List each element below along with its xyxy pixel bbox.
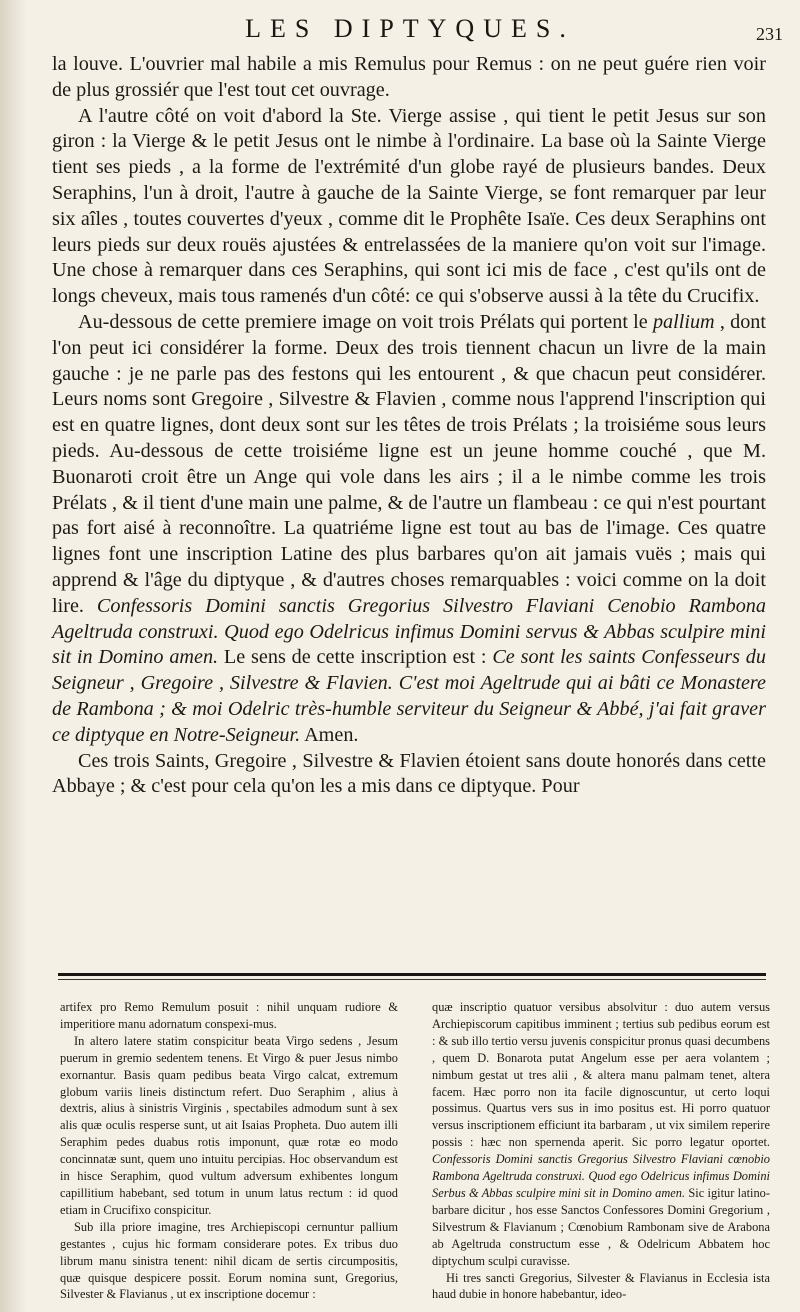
binding-shadow (0, 0, 26, 1312)
paragraph-3-text-c: Le sens de cette inscription est : (218, 646, 493, 669)
main-text (52, 52, 766, 800)
note-right-paragraph-2: Hi tres sancti Gregorius, Silvester & Flavianus in Ecclesia ista haud dubie in honore habebantur, ideo- (432, 1270, 770, 1302)
page-number: 231 (756, 24, 783, 44)
note-right-text-b: Sic igitur latino-barbare dicitur , hos esse Sanctos Confessores Domini Gregorium , Silvestrum & Flavianum ; Cœnobium Rambonam sive de Arabona ab Ageltruda constructum esse , & Odelricum Abbatem hoc diptychum sculpi curavisse. (432, 1185, 770, 1268)
latin-notes (60, 999, 770, 1303)
note-right-latin-inscription: Confessoris Domini sanctis Gregorius Silvestro Flaviani cœnobio Rambona Ageltruda construxi. Quod ego Odelricus infimus Domini Serbus & Abbas sculpire mini sit in Domino amen. (432, 1152, 770, 1200)
note-left-paragraph-1: artifex pro Remo Remulum posuit : nihil unquam rudiore & imperitiore manu adornatum conspexi-mus. (60, 1000, 398, 1031)
note-right-text-a: quæ inscriptio quatuor versibus absolvitur : duo autem versus Archiepiscorum capitibus imminent ; tertius sub pedibus eorum est : & sub illo tertio versu juvenis conspicitur pronus quasi decumbens , quem D. Bonarota putat Angelum esse per aera volantem ; nimbum gestat ut tres alii , & altera manu palmam tenet, altera facem. Hæc porro non ita facile dignoscuntur, ut certo loqui possimus. Quartus vers sus in imo positus est. Hi porro quatuor versus inscriptionem efficiunt ita barbaram , ut vix similem reperire possis : hæc non spernenda aperit. Sic porro legatur oportet. (432, 1000, 770, 1150)
paragraph-1: la louve. L'ouvrier mal habile a mis Remulus pour Remus : on ne peut guére rien voir de plus grossiér que l'est tout cet ouvrage. (52, 53, 766, 101)
notes-left-column (60, 999, 398, 1303)
notes-right-column (432, 999, 770, 1303)
paragraph-3-text-b: , dont l'on peut ici considérer la forme. Deux des trois tiennent chacun un livre de la main gauche : je ne parle pas des festons qui les entourent , & que chacun peut considérer. Leurs noms sont Gregoire , Silvestre & Flavien , comme nous l'apprend l'inscription qui est en quatre lignes, dont deux sont sur les têtes de trois Prélats ; la troisiéme sous leurs pieds. Au-dessous de cette troisiéme ligne est un jeune homme couché , que M. Buonaroti croit être un Ange qui vole dans les airs ; il a le nimbe comme les trois Prélats , & il tient d'une main une palme, & de l'autre un flambeau : ce qui n'est pourtant pas fort aisé à reconnoître. La quatriéme ligne est tout au bas de l'image. Ces quatre lignes font une inscription Latine des plus barbares qu'on ait jamais vuës ; mais qui apprend & l'âge du diptyque , & d'autres choses remarquables : voici comme on la doit lire. (52, 310, 767, 617)
paragraph-4: Ces trois Saints, Gregoire , Silvestre & Flavien étoient sans doute honorés dans cette Abbaye ; & c'est pour cela qu'on les a mis dans ce diptyque. Pour (52, 749, 766, 798)
note-left-paragraph-2: In altero latere statim conspicitur beata Virgo sedens , Jesum puerum in gremio sedentem tenens. Et Virgo & puer Jesus nimbo exornantur. Basis quam pedibus beata Virgo calcat, extremum globum variis lineis distinctum refert. Duo Seraphim , alius à dextris, alius à sinistris Virginis , spectabiles admodum sunt à sex alis quæ oculis resperse sunt, ut ait Isaias Propheta. Duo autem illi Seraphim pedes duabus rotis imponunt, quæ rotæ eo modo concinnatæ sunt, quem uno intuitu percipias. Hoc observandum est in hisce Seraphim, quod vultum adversum exhibentes longum capillitium habebant, sed totum in unum latus rectum : id quod etiam in Crucifixo conspicitur. (60, 1033, 398, 1217)
footnote-separator (58, 969, 766, 989)
note-right-paragraph-1 (432, 999, 770, 1270)
separator-thick-rule (58, 973, 766, 976)
paragraph-3-text-d: Amen. (300, 723, 359, 746)
pallium-term: pallium (652, 310, 715, 333)
paragraph-2: A l'autre côté on voit d'abord la Ste. Vierge assise , qui tient le petit Jesus sur son giron : la Vierge & le petit Jesus ont le nimbe à l'ordinaire. La base où la Sainte Vierge tient ses pieds , a la forme de l'extrémité d'un globe rayé de plusieurs bandes. Deux Seraphins, l'un à droit, l'autre à gauche de la Sainte Vierge, se font remarquer par leur six aîles , toutes couvertes d'yeux , comme dit le Prophête Isaïe. Ces deux Seraphins ont leurs pieds sur deux rouës ajustées & entrelassées de la maniere qu'on voit sur l'image. Une chose à remarquer dans ces Seraphins, qui sont ici mis de face , c'est qu'ils ont de longs cheveux, mais tous ramenés d'un côté: ce qui s'observe aussi à la tête du Crucifix. (52, 104, 766, 308)
note-left-paragraph-3: Sub illa priore imagine, tres Archiepiscopi cernuntur pallium gestantes , cujus hic formam considerare potes. Ex tribus duo librum manu sinistra tenent: nihil dicam de sertis circumpositis, quæ quisque despicere possit. Eorum nomina sunt, Gregorius, Silvester & Flavianus , ut ex inscriptione docemur : (60, 1219, 398, 1302)
running-title: LES DIPTYQUES. (245, 14, 575, 43)
latin-inscription: Confessoris Domini sanctis Gregorius Silvestro Flaviani Cenobio Rambona Ageltruda construxi. Quod ego Odelricus infimus Domini servus & Abbas sculpire mini sit in Domino amen. (52, 594, 766, 669)
paragraph-3-text-a: Au-dessous de cette premiere image on voit trois Prélats qui portent le (78, 310, 653, 333)
french-translation: Ce sont les saints Confesseurs du Seigneur , Gregoire , Silvestre & Flavien. C'est moi Ageltrude qui ai bâti ce Monastere de Rambona ; & moi Odelric très-humble serviteur du Seigneur & Abbé, j'ai fait graver ce diptyque en Notre-Seigneur. (52, 646, 766, 746)
separator-thin-rule (58, 979, 766, 980)
paragraph-3 (52, 310, 766, 749)
